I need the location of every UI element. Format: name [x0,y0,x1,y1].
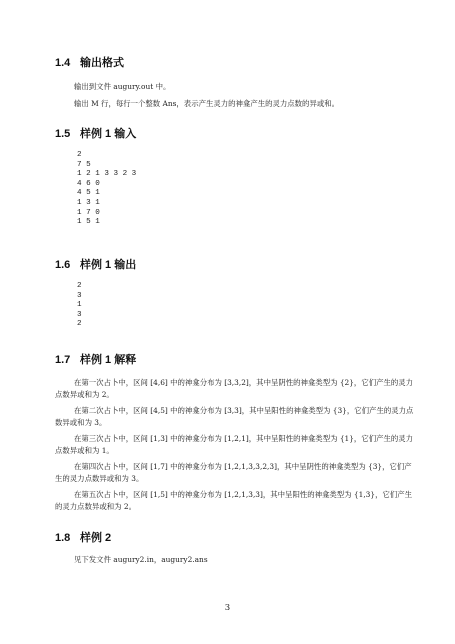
code-line: 1 7 0 [77,208,100,217]
paragraph: 在第二次占卜中，区间 [4,5] 中的神龛分布为 [3,3]，其中呈阳性的神龛类型为 {3}，它们产生的灵力点数异或和为 3。 [55,406,414,427]
page-number: 3 [224,603,231,613]
section-sample2 [55,529,415,566]
section-title: 样例 1 输出 [80,259,137,271]
section-number: 1.5 [55,128,71,140]
section-sample1-output [55,256,415,330]
section-title: 样例 1 解释 [80,354,137,366]
section-heading [55,351,415,367]
code-line: 2 [77,282,82,290]
section-number: 1.4 [55,57,71,69]
paragraph: 在第一次占卜中，区间 [4,6] 中的神龛分布为 [3,3,2]，其中呈阴性的神龛类型为 {2}，它们产生的灵力点数异或和为 2。 [55,378,414,399]
code-line: 1 3 1 [77,198,100,207]
section-output-format [55,54,415,110]
paragraph: 见下发文件 augury2.in，augury2.ans [74,555,208,564]
section-heading [55,256,415,272]
section-heading [55,54,415,70]
paragraph: 在第五次占卜中，区间 [1,5] 中的神龛分布为 [1,2,1,3,3]，其中呈阳性的神龛类型为 {1,3}，它们产生的灵力点数异或和为 2。 [55,490,413,511]
code-line: 4 6 0 [77,179,100,188]
paragraph: 在第四次占卜中，区间 [1,7] 中的神龛分布为 [1,2,1,3,3,2,3]，其中呈阴性的神龛类型为 {3}，它们产生的灵力点数异或和为 3。 [55,462,412,483]
section-heading [55,125,415,141]
code-line: 1 2 1 3 3 2 3 [77,170,137,179]
section-number: 1.7 [55,354,71,366]
code-line: 2 [77,151,82,159]
section-number: 1.8 [55,532,71,544]
section-heading [55,529,415,545]
section-sample1-input [55,125,415,228]
section-sample1-explanation [55,351,415,513]
code-line: 1 [77,301,82,310]
section-title: 样例 1 输入 [80,128,137,140]
code-line: 4 5 1 [77,189,100,198]
code-line: 1 5 1 [77,218,100,227]
paragraph: 输出 M 行，每行一个整数 Ans，表示产生灵力的神龛产生的灵力点数的异或和。 [74,99,340,108]
code-line: 7 5 [77,160,91,169]
code-line: 3 [77,310,82,319]
code-line: 2 [77,320,82,329]
section-number: 1.6 [55,259,71,271]
section-title: 样例 2 [80,532,112,544]
section-title: 输出格式 [80,57,124,69]
code-line: 3 [77,291,82,300]
paragraph: 输出到文件 augury.out 中。 [74,82,171,91]
paragraph: 在第三次占卜中，区间 [1,3] 中的神龛分布为 [1,2,1]，其中呈阳性的神龛类型为 {1}，它们产生的灵力点数异或和为 1。 [55,434,414,455]
